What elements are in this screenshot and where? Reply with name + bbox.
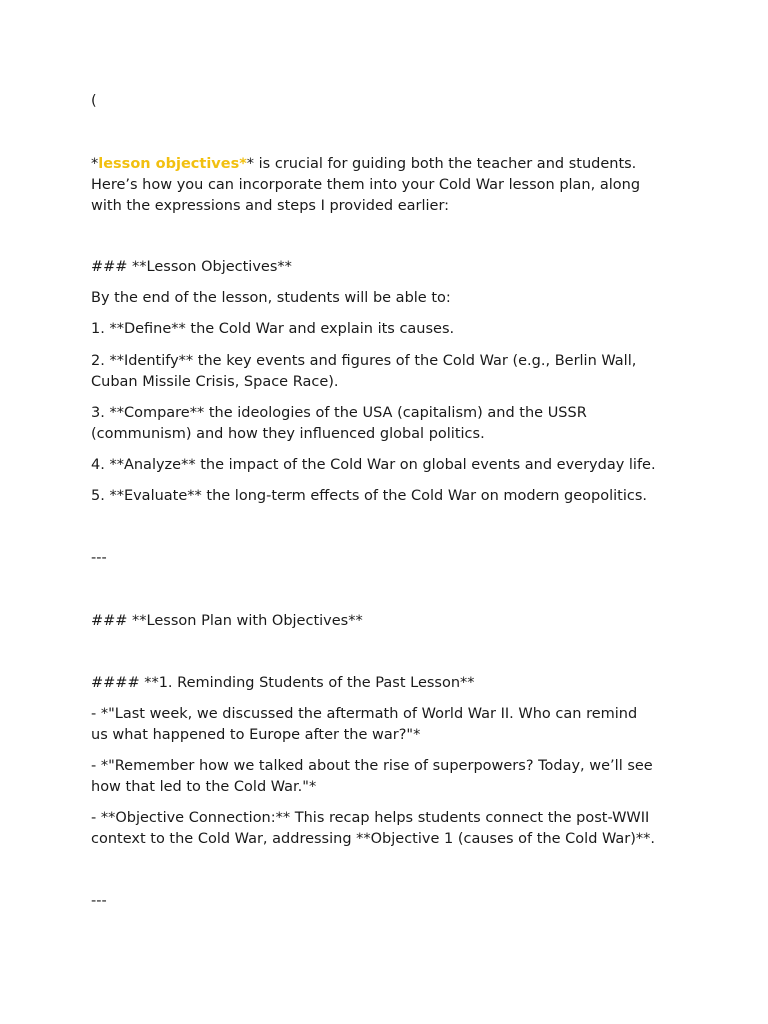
intro-rest: * is crucial for guiding both the teacher and students. (246, 156, 637, 172)
step1-bullet-3-line-1: - **Objective Connection:** This recap helps students connect the post-WWII (91, 810, 650, 826)
step1-bullet-1-line-2: us what happened to Europe after the war?"* (91, 727, 421, 743)
objective-4: 4. **Analyze** the impact of the Cold War on global events and everyday life. (91, 457, 656, 473)
objectives-heading: ### **Lesson Objectives** (91, 259, 292, 275)
plan-heading: ### **Lesson Plan with Objectives** (91, 613, 363, 629)
objective-3-line-1: 3. **Compare** the ideologies of the USA (capitalism) and the USSR (91, 405, 587, 421)
step1-bullet-1-line-1: - *"Last week, we discussed the aftermath of World War II. Who can remind (91, 706, 638, 722)
objective-1: 1. **Define** the Cold War and explain its causes. (91, 321, 455, 337)
intro-prefix: * (91, 156, 99, 172)
intro-highlight: lesson objectives* (98, 156, 247, 172)
objectives-intro: By the end of the lesson, students will be able to: (91, 290, 451, 306)
step1-heading: #### **1. Reminding Students of the Past Lesson** (91, 675, 475, 691)
open-paren: ( (91, 93, 97, 109)
step1-bullet-2-line-1: - *"Remember how we talked about the rise of superpowers? Today, we’ll see (91, 758, 653, 774)
separator-1: --- (91, 550, 107, 566)
objective-2-line-2: Cuban Missile Crisis, Space Race). (91, 374, 339, 390)
objective-3-line-2: (communism) and how they influenced global politics. (91, 426, 485, 442)
intro-line-2: Here’s how you can incorporate them into your Cold War lesson plan, along (91, 177, 641, 193)
intro-line-3: with the expressions and steps I provided earlier: (91, 198, 450, 214)
separator-2: --- (91, 893, 107, 909)
objective-5: 5. **Evaluate** the long-term effects of the Cold War on modern geopolitics. (91, 488, 647, 504)
intro-line-1 (91, 154, 691, 175)
step1-bullet-2-line-2: how that led to the Cold War."* (91, 779, 317, 795)
step1-bullet-3-line-2: context to the Cold War, addressing **Objective 1 (causes of the Cold War)**. (91, 831, 656, 847)
objective-2-line-1: 2. **Identify** the key events and figures of the Cold War (e.g., Berlin Wall, (91, 353, 637, 369)
